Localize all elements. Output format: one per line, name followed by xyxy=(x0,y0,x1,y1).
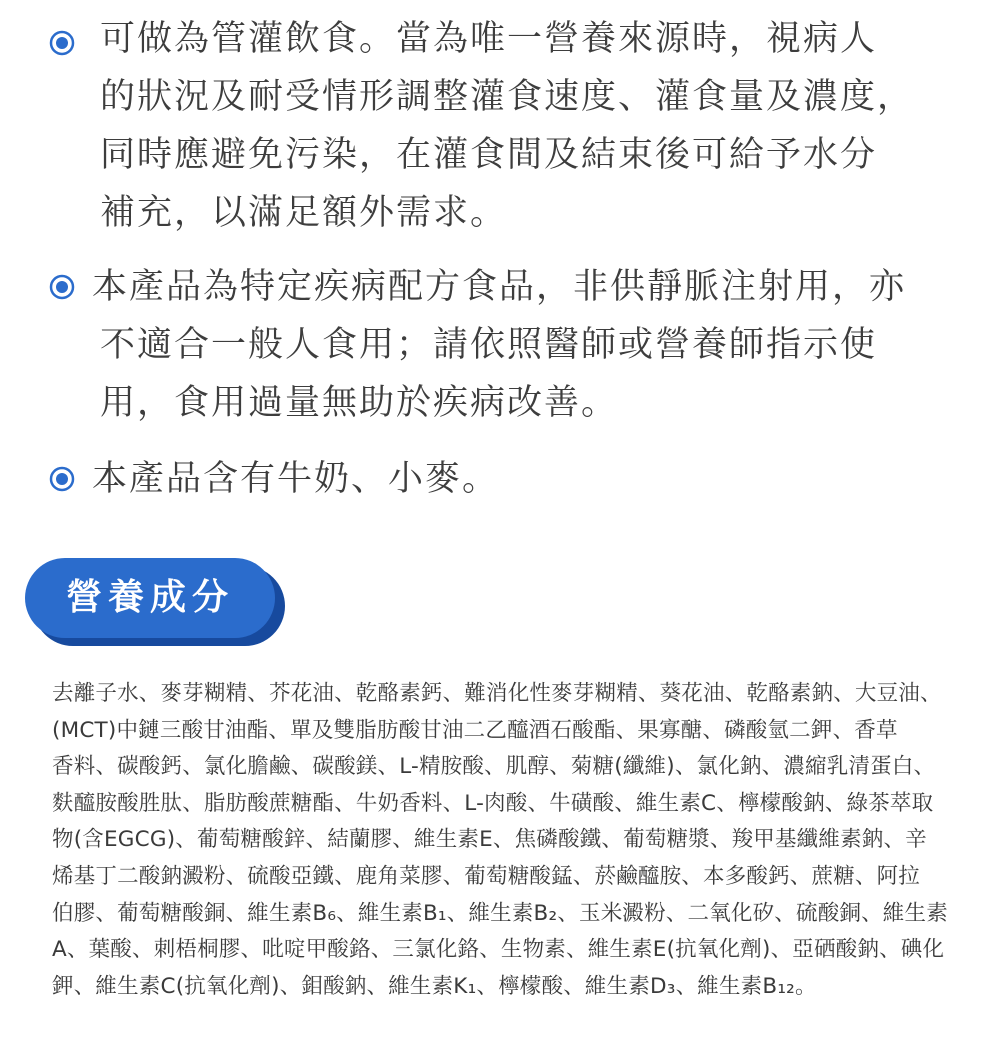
ingredients-line: (MCT)中鏈三酸甘油酯、單及雙脂肪酸甘油二乙醯酒石酸酯、果寡醣、磷酸氫二鉀、香草 xyxy=(52,717,898,743)
note-line: 本產品為特定疾病配方食品，非供靜脈注射用，亦 xyxy=(92,267,907,307)
ingredients-line: 物(含EGCG)、葡萄糖酸鋅、結蘭膠、維生素E、焦磷酸鐵、葡萄糖漿、羧甲基纖維素鈉、辛 xyxy=(52,827,927,853)
ingredients-line: 麩醯胺酸胜肽、脂肪酸蔗糖酯、牛奶香料、L-肉酸、牛磺酸、維生素C、檸檬酸鈉、綠茶萃取 xyxy=(52,790,934,816)
circle-bullet-icon xyxy=(49,274,75,300)
ingredients-list xyxy=(52,676,992,1005)
note-line: 用，食用過量無助於疾病改善。 xyxy=(100,383,619,423)
ingredients-line: 香料、碳酸鈣、氯化膽鹼、碳酸鎂、L-精胺酸、肌醇、菊糖(纖維)、氯化鈉、濃縮乳清蛋白、 xyxy=(52,754,936,780)
section-title-badge xyxy=(25,558,287,650)
ingredients-line: 鉀、維生素C(抗氧化劑)、鉬酸鈉、維生素K₁、檸檬酸、維生素D₃、維生素B₁₂。 xyxy=(52,973,817,999)
ingredients-line: 烯基丁二酸鈉澱粉、硫酸亞鐵、鹿角菜膠、葡萄糖酸錳、菸鹼醯胺、本多酸鈣、蔗糖、阿拉 xyxy=(52,863,921,889)
note-line: 的狀況及耐受情形調整灌食速度、灌食量及濃度， xyxy=(100,77,915,117)
ingredients-line: 伯膠、葡萄糖酸銅、維生素B₆、維生素B₁、維生素B₂、玉米澱粉、二氧化矽、硫酸銅、維生素 xyxy=(52,900,948,926)
note-line: 不適合一般人食用；請依照醫師或營養師指示使 xyxy=(100,325,878,365)
ingredients-line: 去離子水、麥芽糊精、芥花油、乾酪素鈣、難消化性麥芽糊精、葵花油、乾酪素鈉、大豆油、 xyxy=(52,681,942,706)
note-line: 本產品含有牛奶、小麥。 xyxy=(92,459,500,499)
section-title: 營養成分 xyxy=(25,558,275,638)
circle-bullet-icon xyxy=(49,30,75,56)
note-line: 同時應避免污染，在灌食間及結束後可給予水分 xyxy=(100,135,878,175)
note-line: 補充，以滿足額外需求。 xyxy=(100,193,508,233)
circle-bullet-icon xyxy=(49,466,75,492)
note-line: 可做為管灌飲食。當為唯一營養來源時，視病人 xyxy=(100,19,878,59)
ingredients-line: A、葉酸、刺梧桐膠、吡啶甲酸鉻、三氯化鉻、生物素、維生素E(抗氧化劑)、亞硒酸鈉、碘化 xyxy=(52,937,945,963)
